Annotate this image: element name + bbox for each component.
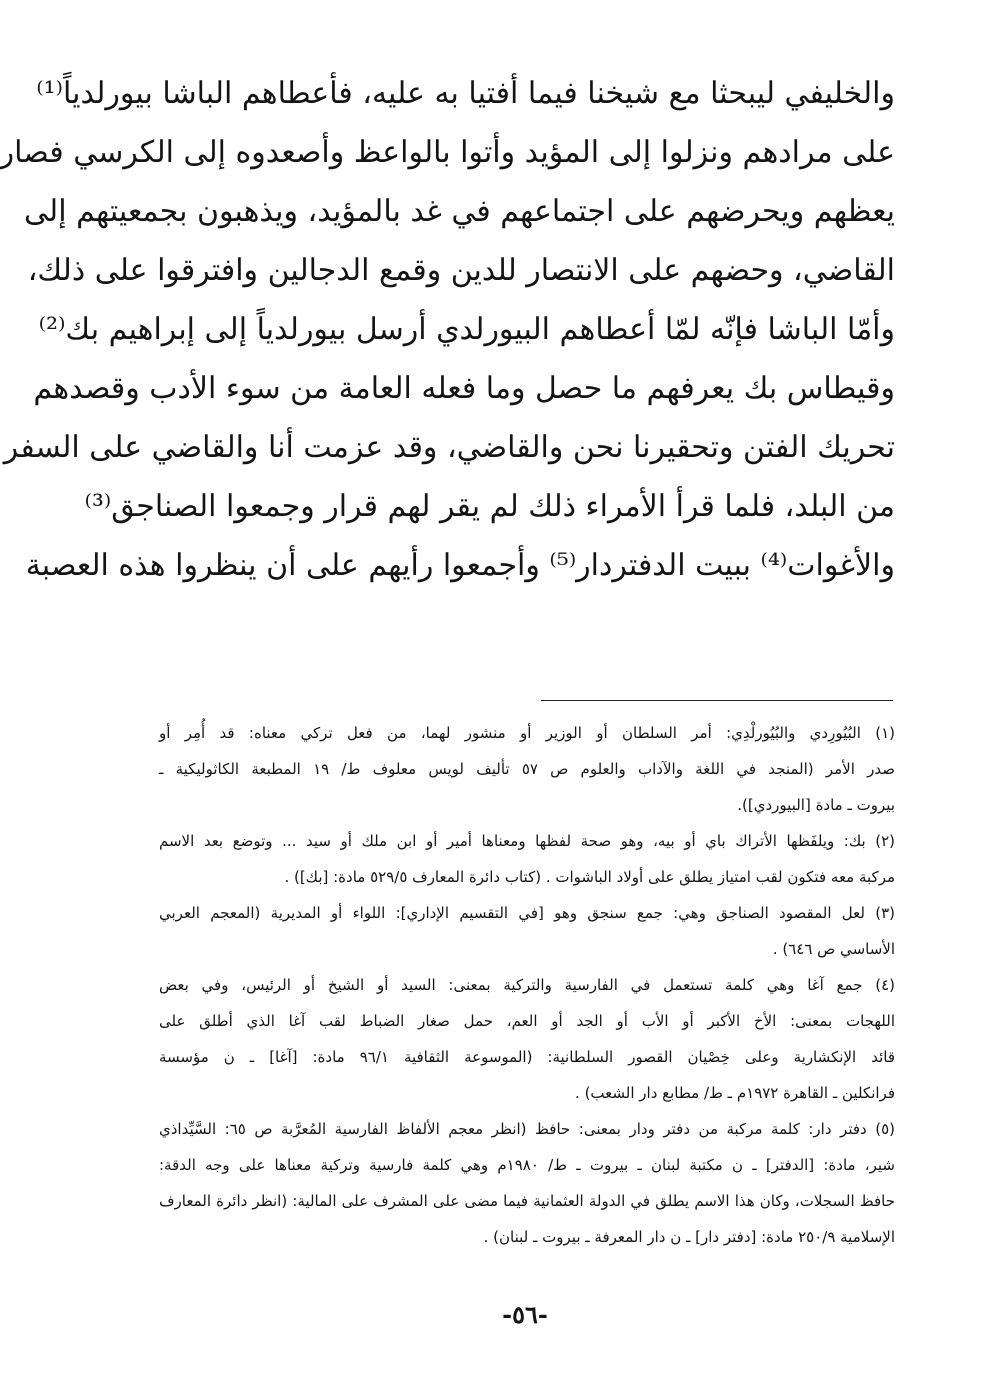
footnote-3: [159, 895, 895, 967]
footnote-line: (١) البُيُورِدي والبُيُورلْدِي: أمر السلطان أو الوزير أو منشور لهما، من فعل تركي معناه: قد أُمِر أو: [159, 724, 895, 742]
footnote-1: [159, 715, 895, 823]
footnote-divider: [541, 700, 893, 701]
body-line: وأمّا الباشا فإنّه لمّا أعطاهم البيورلدي أرسل بيورلدياً إلى إبراهيم بك⁽²⁾: [38, 312, 895, 347]
footnote-line: (٢) بك: ويلفَظها الأتراك باي أو بيه، وهو صحة لفظها ومعناها أمير أو ابن ملك أو سيد ... وتوضع بعد الاسم: [159, 832, 895, 850]
main-text: [0, 64, 895, 595]
body-line: والأغوات⁽⁴⁾ ببيت الدفتردار⁽⁵⁾ وأجمعوا رأيهم على أن ينظروا هذه العصبة: [25, 548, 895, 583]
footnote-line: (٤) جمع آغا وهي كلمة تستعمل في الفارسية والتركية بمعنى: السيد أو الشيخ أو الرئيس، وفي بعض: [159, 976, 895, 994]
footnote-2: [159, 823, 895, 895]
footnote-line: بيروت ـ مادة [البيوردي]).: [737, 796, 895, 814]
body-line: والخليفي ليبحثا مع شيخنا فيما أفتيا به عليه، فأعطاهم الباشا بيورلدياً⁽¹⁾: [36, 76, 895, 111]
footnote-line: (٥) دفتر دار: كلمة مركبة من دفتر ودار بمعنى: حافظ (انظر معجم الألفاظ الفارسية المُعرَّبة ص ٦٥: السَّيِّداذي: [159, 1120, 895, 1138]
footnote-line: الإسلامية ٢٥٠/٩ مادة: [دفتر دار] ـ ن دار المعرفة ـ بيروت ـ لبنان) .: [483, 1228, 895, 1246]
body-line: القاضي، وحضهم على الانتصار للدين وقمع الدجالين وافترقوا على ذلك،: [27, 253, 895, 288]
body-line: تحريك الفتن وتحقيرنا نحن والقاضي، وقد عزمت أنا والقاضي على السفر: [3, 430, 895, 465]
body-line: يعظهم ويحرضهم على اجتماعهم في غد بالمؤيد، ويذهبون بجمعيتهم إلى: [24, 194, 895, 229]
footnote-line: صدر الأمر (المنجد في اللغة والآداب والعلوم ص ٥٧ تأليف لويس معلوف ط/ ١٩ المطبعة الكاثوليكية ـ: [159, 760, 895, 778]
footnote-5: [159, 1111, 895, 1255]
footnote-line: حافظ السجلات، وكان هذا الاسم يطلق في الدولة العثمانية فيما مضى على المشرف على المالية: (انظر دائرة المعارف: [159, 1192, 895, 1210]
body-line: وقيطاس بك يعرفهم ما حصل وما فعله العامة من سوء الأدب وقصدهم: [33, 371, 895, 406]
footnotes: [159, 715, 895, 1255]
footnote-line: اللهجات بمعنى: الأخ الأكبر أو الأب أو الجد أو العم، حمل صغار الضباط لقب آغا الذي أطلق على: [159, 1012, 895, 1030]
footnote-line: مركبة معه فتكون لقب امتياز يطلق على أولاد الباشوات . (كتاب دائرة المعارف ٥٢٩/٥ مادة: [بك]) .: [284, 868, 895, 886]
footnote-line: فرانكلين ـ القاهرة ١٩٧٢م ـ ط/ مطابع دار الشعب) .: [575, 1084, 895, 1102]
footnote-line: قائد الإنكشارية وعلى خِصْيان القصور السلطانية: (الموسوعة الثقافية ٩٦/١ مادة: [آغا] ـ ن مؤسسة: [159, 1048, 895, 1066]
footnote-line: الأساسي ص ٦٤٦) .: [772, 940, 895, 958]
page-number: -٥٦-: [502, 1300, 548, 1329]
footnote-line: شير، مادة: [الدفتر] ـ ن مكتبة لبنان ـ بيروت ـ ط/ ١٩٨٠م وهي كلمة فارسية وتركية معناها على وجه الدقة:: [159, 1156, 895, 1174]
footnote-4: [159, 967, 895, 1111]
footnote-line: (٣) لعل المقصود الصناجق وهي: جمع سنجق وهو [في التقسيم الإداري]: اللواء أو المديرية (المعجم العربي: [159, 904, 895, 922]
body-line: من البلد، فلما قرأ الأمراء ذلك لم يقر لهم قرار وجمعوا الصناجق⁽³⁾: [84, 489, 895, 524]
body-line: على مرادهم ونزلوا إلى المؤيد وأتوا بالواعظ وأصعدوه إلى الكرسي فصار: [0, 135, 895, 170]
